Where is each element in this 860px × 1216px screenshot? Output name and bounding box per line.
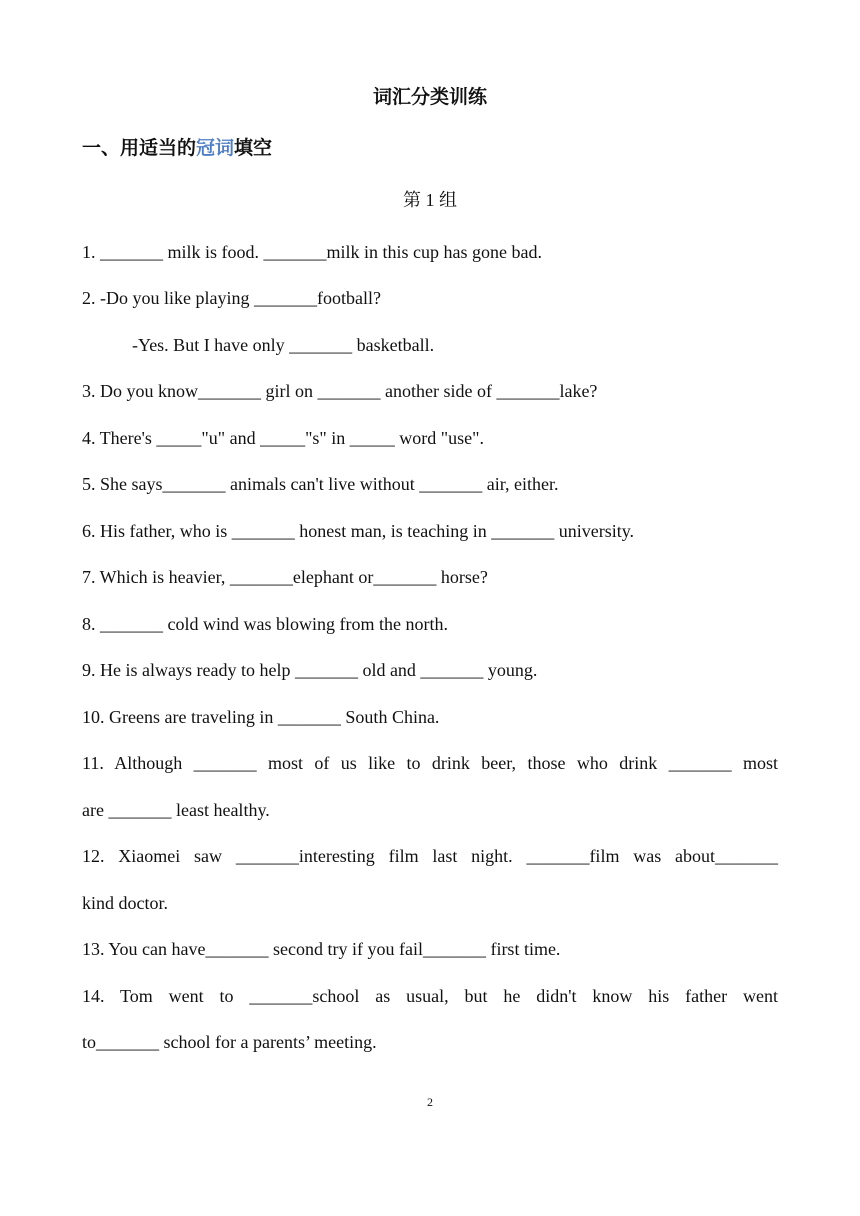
section-heading-suffix: 填空 <box>234 137 273 159</box>
exercise-11-line-2: are _______ least healthy. <box>82 800 270 820</box>
exercise-5: 5. She says_______ animals can't live without _______ air, either. <box>82 474 559 494</box>
exercise-14-line-2: to_______ school for a parents’ meeting. <box>82 1032 377 1052</box>
page-number: 2 <box>427 1095 433 1109</box>
section-heading-prefix: 一、用适当的 <box>82 137 197 159</box>
exercise-7: 7. Which is heavier, _______elephant or_______ horse? <box>82 567 488 587</box>
exercise-11-line-1: 11. Although _______ most of us like to drink beer, those who drink _______ most <box>82 753 778 773</box>
exercise-2-answer: -Yes. But I have only _______ basketball. <box>132 335 435 355</box>
document-title: 词汇分类训练 <box>372 86 487 108</box>
exercise-2-question: 2. -Do you like playing _______football? <box>82 288 381 308</box>
exercise-4: 4. There's _____"u" and _____"s" in _____ word "use". <box>82 428 484 448</box>
exercise-14-line-1: 14. Tom went to _______school as usual, but he didn't know his father went <box>82 986 778 1006</box>
exercise-12-line-1: 12. Xiaomei saw _______interesting film last night. _______film was about_______ <box>82 846 778 866</box>
exercise-3: 3. Do you know_______ girl on _______ another side of _______lake? <box>82 381 598 401</box>
exercise-12-line-2: kind doctor. <box>82 893 168 913</box>
exercise-10: 10. Greens are traveling in _______ South China. <box>82 707 440 727</box>
exercise-8: 8. _______ cold wind was blowing from the north. <box>82 614 448 634</box>
section-heading <box>82 135 272 161</box>
exercise-6: 6. His father, who is _______ honest man, is teaching in _______ university. <box>82 521 635 541</box>
exercise-1: 1. _______ milk is food. _______milk in this cup has gone bad. <box>82 242 542 262</box>
exercise-9: 9. He is always ready to help _______ old and _______ young. <box>82 660 538 680</box>
section-heading-highlight: 冠词 <box>196 137 235 159</box>
exercise-13: 13. You can have_______ second try if you fail_______ first time. <box>82 939 561 959</box>
group-label: 第 1 组 <box>403 190 457 210</box>
